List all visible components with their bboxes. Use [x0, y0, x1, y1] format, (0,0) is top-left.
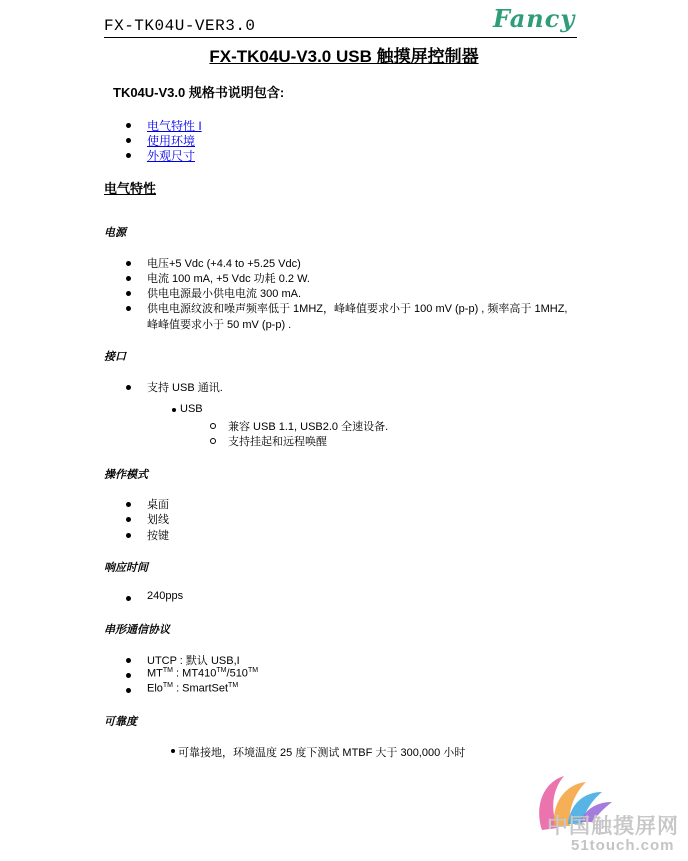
interface-subitem-suspend: 支持挂起和远程唤醒: [228, 436, 327, 448]
bullet-icon: [126, 658, 131, 663]
subheading-power: 电源: [104, 227, 126, 239]
power-item-voltage: 电压+5 Vdc (+4.4 to +5.25 Vdc): [147, 258, 301, 270]
header-rule: [104, 37, 577, 38]
mode-item-button: 按键: [147, 530, 169, 542]
mode-item-desktop: 桌面: [147, 499, 169, 511]
reliability-item-mtbf: 可靠接地，环境温度 25 度下测试 MTBF 大于 300,000 小时: [178, 747, 466, 759]
serial-item-elo: Elo™ : SmartSet™: [147, 682, 239, 695]
subheading-modes: 操作模式: [104, 469, 148, 481]
intro-text: TK04U-V3.0 规格书说明包含:: [113, 85, 285, 100]
toc-bullet-icon: [126, 138, 131, 143]
toc-link-electrical[interactable]: 电气特性 I: [147, 119, 202, 133]
bullet-icon: [172, 408, 176, 412]
bullet-icon: [126, 596, 131, 601]
power-item-current: 电流 100 mA, +5 Vdc 功耗 0.2 W.: [147, 273, 310, 285]
interface-item-usb: 支持 USB 通讯.: [147, 382, 223, 394]
bullet-icon: [171, 749, 175, 753]
subheading-interface: 接口: [104, 351, 126, 363]
interface-subitem-compat: 兼容 USB 1.1, USB2.0 全速设备.: [228, 421, 389, 433]
circle-bullet-icon: [210, 438, 216, 444]
bullet-icon: [126, 261, 131, 266]
mode-item-line: 划线: [147, 514, 169, 526]
toc-bullet-icon: [126, 153, 131, 158]
bullet-icon: [126, 673, 131, 678]
subheading-response: 响应时间: [104, 562, 148, 574]
response-item-rate: 240pps: [147, 590, 184, 602]
brand-logo-text: Fancy: [493, 4, 576, 33]
subheading-serial: 串形通信协议: [104, 624, 170, 636]
toc-bullet-icon: [126, 123, 131, 128]
bullet-icon: [126, 688, 131, 693]
power-item-ripple: 供电电源纹波和噪声频率低于 1MHZ，峰峰值要求小于 100 mV (p-p) , 频率高于 1MHZ,: [147, 303, 568, 315]
section-heading-electrical: 电气特性: [104, 181, 157, 196]
serial-item-mt: MT™ : MT410™/510™: [147, 667, 259, 680]
watermark-text-cn: 中国触摸屏网: [547, 815, 679, 838]
interface-sub-usb: USB: [180, 403, 203, 415]
watermark-text-url: 51touch.com: [571, 837, 675, 854]
power-item-min-current: 供电电源最小供电电流 300 mA.: [147, 288, 302, 300]
subheading-reliability: 可靠度: [104, 716, 137, 728]
document-code: FX-TK04U-VER3.0: [104, 17, 256, 35]
circle-bullet-icon: [210, 423, 216, 429]
serial-item-utcp: UTCP : 默认 USB,I: [147, 655, 240, 667]
power-item-ripple-cont: 峰峰值要求小于 50 mV (p-p) .: [147, 319, 292, 331]
bullet-icon: [126, 502, 131, 507]
bullet-icon: [126, 306, 131, 311]
bullet-icon: [126, 533, 131, 538]
document-title: FX-TK04U-V3.0 USB 触摸屏控制器: [209, 47, 479, 66]
bullet-icon: [126, 291, 131, 296]
toc-link-dimensions[interactable]: 外观尺寸: [147, 149, 196, 163]
toc-link-environment[interactable]: 使用环境: [147, 134, 196, 148]
bullet-icon: [126, 276, 131, 281]
bullet-icon: [126, 385, 131, 390]
bullet-icon: [126, 517, 131, 522]
